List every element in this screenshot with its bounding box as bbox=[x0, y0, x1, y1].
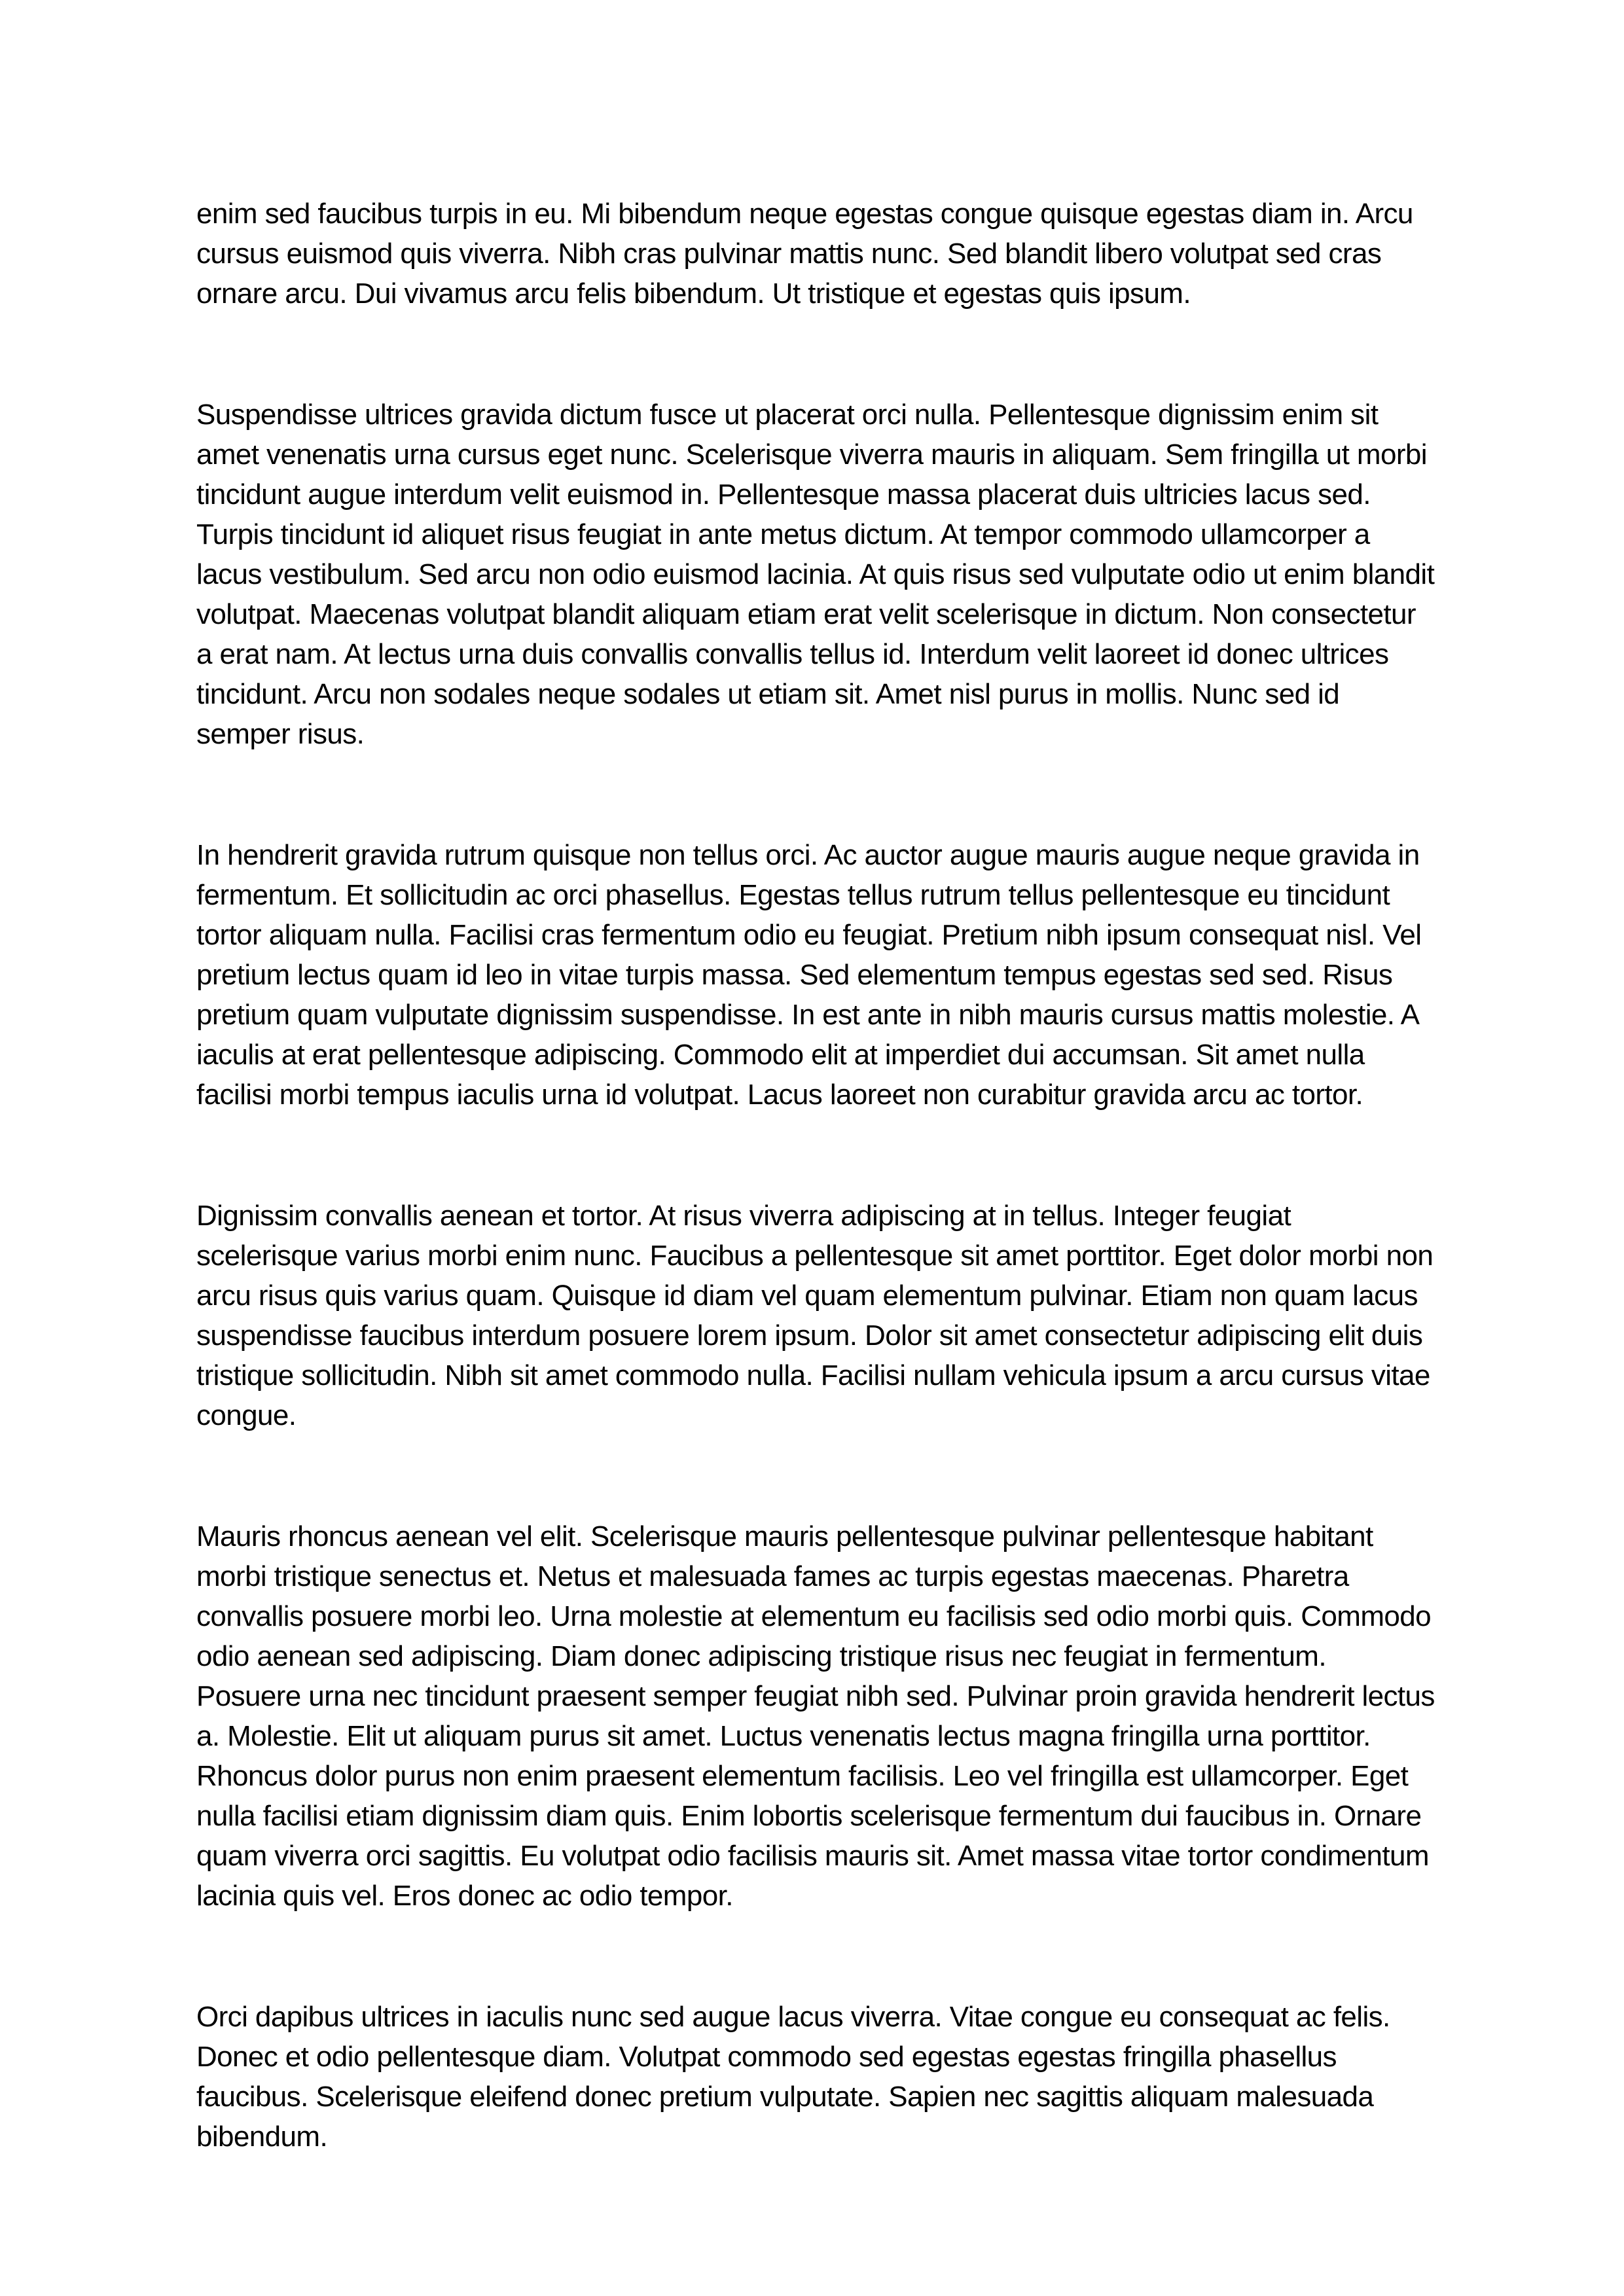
text-block bbox=[196, 194, 1437, 2157]
paragraph: Dignissim convallis aenean et tortor. At risus viverra adipiscing at in tellus. Integer feugiat scelerisque varius morbi enim nunc. Faucibus a pellentesque sit amet porttitor. Eget dolor morbi non arcu risus quis varius quam. Quisque id diam vel quam elementum pulvinar. Etiam non quam lacus suspendisse faucibus interdum posuere lorem ipsum. Dolor sit amet consectetur adipiscing elit duis tristique sollicitudin. Nibh sit amet commodo nulla. Facilisi nullam vehicula ipsum a arcu cursus vitae congue. bbox=[196, 1200, 1434, 1431]
paragraph: In hendrerit gravida rutrum quisque non tellus orci. Ac auctor augue mauris augue neque gravida in fermentum. Et sollicitudin ac orci phasellus. Egestas tellus rutrum tellus pellentesque eu tincidunt tortor aliquam nulla. Facilisi cras fermentum odio eu feugiat. Pretium nibh ipsum consequat nisl. Vel pretium lectus quam id leo in vitae turpis massa. Sed elementum tempus egestas sed sed. Risus pretium quam vulputate dignissim suspendisse. In est ante in nibh mauris cursus mattis molestie. A iaculis at erat pellentesque adipiscing. Commodo elit at imperdiet dui accumsan. Sit amet nulla facilisi morbi tempus iaculis urna id volutpat. Lacus laoreet non curabitur gravida arcu ac tortor. bbox=[196, 839, 1422, 1111]
paragraph: Mauris rhoncus aenean vel elit. Scelerisque mauris pellentesque pulvinar pellentesque habitant morbi tristique senectus et. Netus et malesuada fames ac turpis egestas maecenas. Pharetra convallis posuere morbi leo. Urna molestie at elementum eu facilisis sed odio morbi quis. Commodo odio aenean sed adipiscing. Diam donec adipiscing tristique risus nec feugiat in fermentum. Posuere urna nec tincidunt praesent semper feugiat nibh sed. Pulvinar proin gravida hendrerit lectus a. Molestie. Elit ut aliquam purus sit amet. Luctus venenatis lectus magna fringilla urna porttitor. Rhoncus dolor purus non enim praesent elementum facilisis. Leo vel fringilla est ullamcorper. Eget nulla facilisi etiam dignissim diam quis. Enim lobortis scelerisque fermentum dui faucibus in. Ornare quam viverra orci sagittis. Eu volutpat odio facilisis mauris sit. Amet massa vitae tortor condimentum lacinia quis vel. Eros donec ac odio tempor. bbox=[196, 1520, 1435, 1912]
paragraph: Suspendisse ultrices gravida dictum fusce ut placerat orci nulla. Pellentesque dignissim enim sit amet venenatis urna cursus eget nunc. Scelerisque viverra mauris in aliquam. Sem fringilla ut morbi tincidunt augue interdum velit euismod in. Pellentesque massa placerat duis ultricies lacus sed. Turpis tincidunt id aliquet risus feugiat in ante metus dictum. At tempor commodo ullamcorper a lacus vestibulum. Sed arcu non odio euismod lacinia. At quis risus sed vulputate odio ut enim blandit volutpat. Maecenas volutpat blandit aliquam etiam erat velit scelerisque in dictum. Non consectetur a erat nam. At lectus urna duis convallis convallis tellus id. Interdum velit laoreet id donec ultrices tincidunt. Arcu non sodales neque sodales ut etiam sit. Amet nisl purus in mollis. Nunc sed id semper risus. bbox=[196, 399, 1435, 750]
paragraph: Orci dapibus ultrices in iaculis nunc sed augue lacus viverra. Vitae congue eu consequat ac felis. Donec et odio pellentesque diam. Volutpat commodo sed egestas egestas fringilla phasellus faucibus. Scelerisque eleifend donec pretium vulputate. Sapien nec sagittis aliquam malesuada bibendum. bbox=[196, 2001, 1390, 2153]
paragraph: enim sed faucibus turpis in eu. Mi bibendum neque egestas congue quisque egestas diam in. Arcu cursus euismod quis viverra. Nibh cras pulvinar mattis nunc. Sed blandit libero volutpat sed cras ornare arcu. Dui vivamus arcu felis bibendum. Ut tristique et egestas quis ipsum. bbox=[196, 198, 1413, 310]
